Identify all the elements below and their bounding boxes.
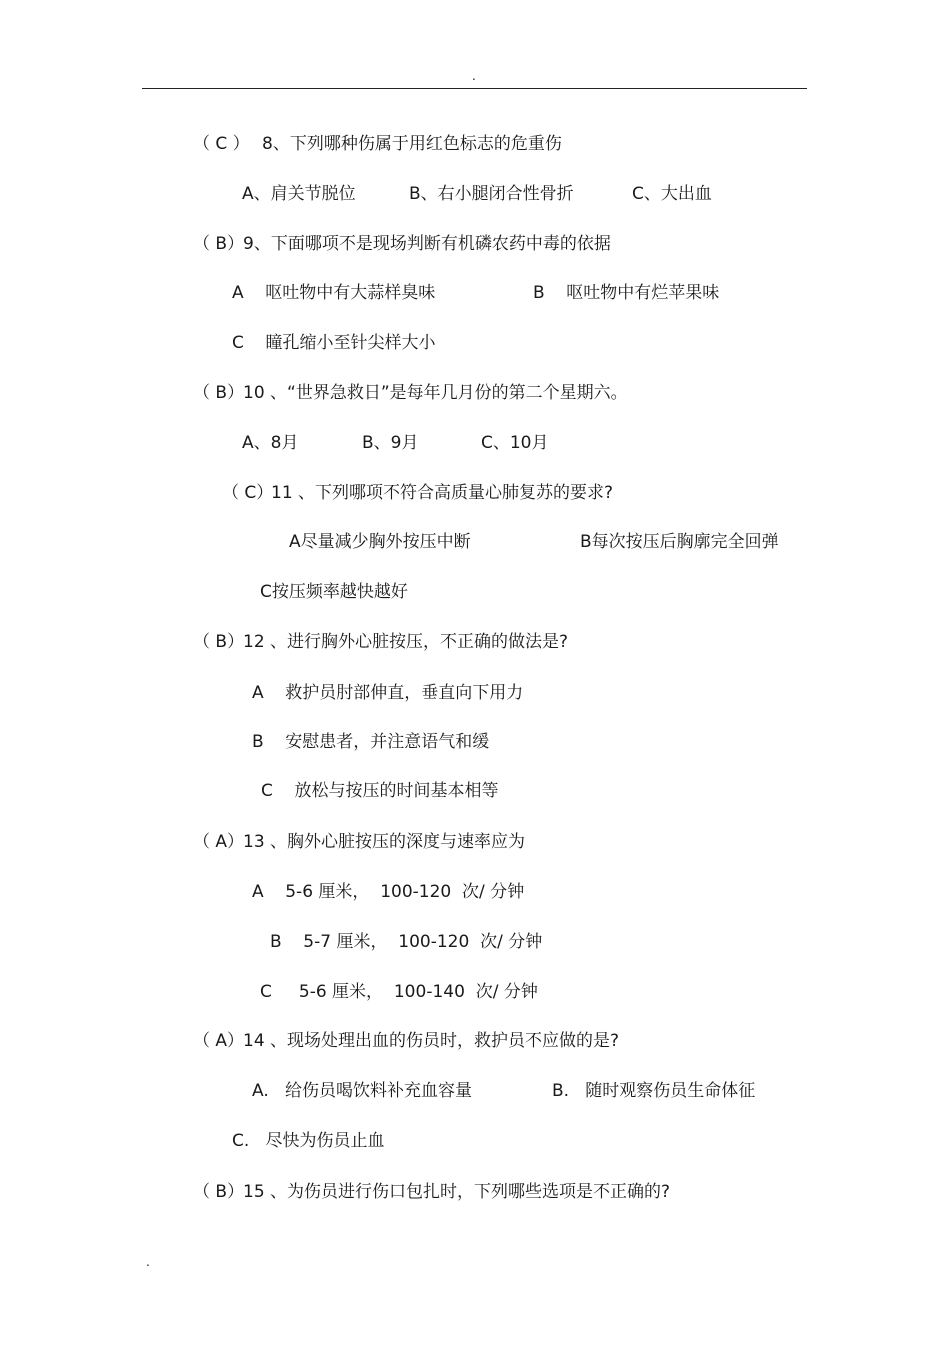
header-mark: .: [472, 69, 476, 83]
question-11-stem: 11 、下列哪项不符合高质量心肺复苏的要求?: [271, 483, 614, 503]
question-11-option-c: C按压频率越快越好: [260, 582, 408, 602]
question-12-option-c: C 放松与按压的时间基本相等: [261, 781, 499, 801]
question-10-option-c: C、10月: [481, 433, 549, 453]
question-13-answer: （ A）: [193, 832, 245, 852]
question-12-option-b: B 安慰患者，并注意语气和缓: [252, 732, 490, 752]
question-8-stem: 8、下列哪种伤属于用红色标志的危重伤: [262, 134, 562, 154]
question-14-option-b: B. 随时观察伤员生命体征: [552, 1081, 756, 1101]
question-13-stem: 13 、胸外心脏按压的深度与速率应为: [243, 832, 526, 852]
question-9-option-c: C 瞳孔缩小至针尖样大小: [232, 333, 436, 353]
question-13-option-a: A 5-6 厘米， 100-120 次/ 分钟: [252, 882, 525, 902]
question-14-stem: 14 、现场处理出血的伤员时，救护员不应做的是?: [243, 1031, 620, 1051]
question-10-option-b: B、9月: [362, 433, 419, 453]
question-8-option-b: B、右小腿闭合性骨折: [409, 184, 574, 204]
question-9-option-b: B 呕吐物中有烂苹果味: [533, 283, 720, 303]
question-8-answer: （ C ）: [193, 134, 250, 154]
question-15-answer: （ B）: [193, 1182, 245, 1202]
question-12-stem: 12 、进行胸外心脏按压，不正确的做法是?: [243, 632, 569, 652]
question-10-answer: （ B）: [193, 383, 245, 403]
header-rule: [142, 88, 807, 89]
question-11-option-a: A尽量减少胸外按压中断: [289, 532, 471, 552]
question-12-answer: （ B）: [193, 632, 245, 652]
footer-mark: .: [146, 1255, 150, 1269]
question-8-option-a: A、肩关节脱位: [242, 184, 356, 204]
question-13-option-c: C 5-6 厘米， 100-140 次/ 分钟: [260, 982, 538, 1002]
question-10-stem: 10 、“世界急救日”是每年几月份的第二个星期六。: [243, 383, 628, 403]
question-11-answer: （ C）: [222, 483, 274, 503]
question-13-option-b: B 5-7 厘米， 100-120 次/ 分钟: [270, 932, 543, 952]
question-11-option-b: B每次按压后胸廓完全回弹: [580, 532, 779, 552]
question-14-option-a: A. 给伤员喝饮料补充血容量: [252, 1081, 472, 1101]
question-9-stem: 9、下面哪项不是现场判断有机磷农药中毒的依据: [243, 234, 611, 254]
question-14-option-c: C. 尽快为伤员止血: [232, 1131, 385, 1151]
question-14-answer: （ A）: [193, 1031, 245, 1051]
question-15-stem: 15 、为伤员进行伤口包扎时，下列哪些选项是不正确的?: [243, 1182, 671, 1202]
question-9-option-a: A 呕吐物中有大蒜样臭味: [232, 283, 436, 303]
question-9-answer: （ B）: [193, 234, 245, 254]
question-12-option-a: A 救护员肘部伸直，垂直向下用力: [252, 683, 524, 703]
question-10-option-a: A、8月: [242, 433, 299, 453]
question-8-option-c: C、大出血: [632, 184, 712, 204]
